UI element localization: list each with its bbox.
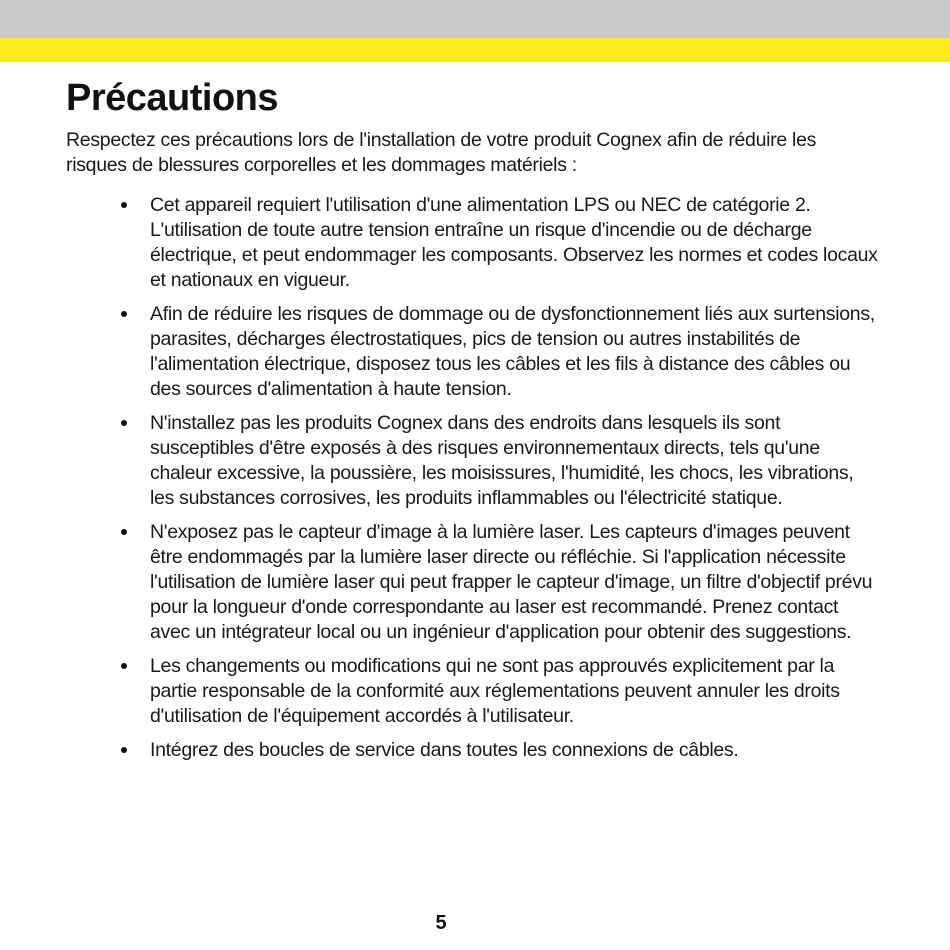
page-title: Précautions xyxy=(66,77,279,119)
bullet-icon xyxy=(120,745,129,754)
bullet-icon xyxy=(120,200,129,209)
bullet-icon xyxy=(120,418,129,427)
list-item-text: Les changements ou modifications qui ne sont pas approuvés explicitement par la partie responsable de la conformité aux réglementations peuvent annuler les droits d'utilisation de l'équipement accordés à l'utilisateur. xyxy=(150,655,840,727)
list-item-text: Intégrez des boucles de service dans toutes les connexions de câbles. xyxy=(150,739,739,761)
list-item xyxy=(0,654,880,729)
header-gray-band xyxy=(0,0,950,38)
list-item-text: Cet appareil requiert l'utilisation d'une alimentation LPS ou NEC de catégorie 2. L'utilisation de toute autre tension entraîne un risque d'incendie ou de décharge électrique, et peut endommager les composants. Observez les normes et codes locaux et nationaux en vigueur. xyxy=(150,194,878,291)
intro-paragraph: Respectez ces précautions lors de l'installation de votre produit Cognex afin de réduire les risques de blessures corporelles et les dommages matériels : xyxy=(66,129,817,176)
list-item xyxy=(0,738,880,763)
list-item xyxy=(0,520,880,645)
page-number: 5 xyxy=(435,912,447,934)
header-yellow-band xyxy=(0,38,950,62)
list-item-text: N'exposez pas le capteur d'image à la lumière laser. Les capteurs d'images peuvent être endommagés par la lumière laser directe ou réfléchie. Si l'application nécessite l'utilisation de lumière laser qui peut frapper le capteur d'image, un filtre d'objectif prévu pour la longueur d'onde correspondante au laser est recommandé. Prenez contact avec un intégrateur local ou un ingénieur d'application pour obtenir des suggestions. xyxy=(150,521,873,643)
list-item xyxy=(0,193,880,293)
list-item-text: Afin de réduire les risques de dommage ou de dysfonctionnement liés aux surtensions, parasites, décharges électrostatiques, pics de tension ou autres instabilités de l'alimentation électrique, disposez tous les câbles et les fils à distance des câbles ou des sources d'alimentation à haute tension. xyxy=(150,303,875,400)
precautions-list xyxy=(0,193,950,772)
bullet-icon xyxy=(120,661,129,670)
list-item xyxy=(0,411,880,511)
bullet-icon xyxy=(120,309,129,318)
list-item-text: N'installez pas les produits Cognex dans des endroits dans lesquels ils sont susceptibles d'être exposés à des risques environnementaux directs, tels qu'une chaleur excessive, la poussière, les moisissures, l'humidité, les chocs, les vibrations, les substances corrosives, les produits inflammables ou l'électricité statique. xyxy=(150,412,854,509)
list-item xyxy=(0,302,880,402)
bullet-icon xyxy=(120,527,129,536)
